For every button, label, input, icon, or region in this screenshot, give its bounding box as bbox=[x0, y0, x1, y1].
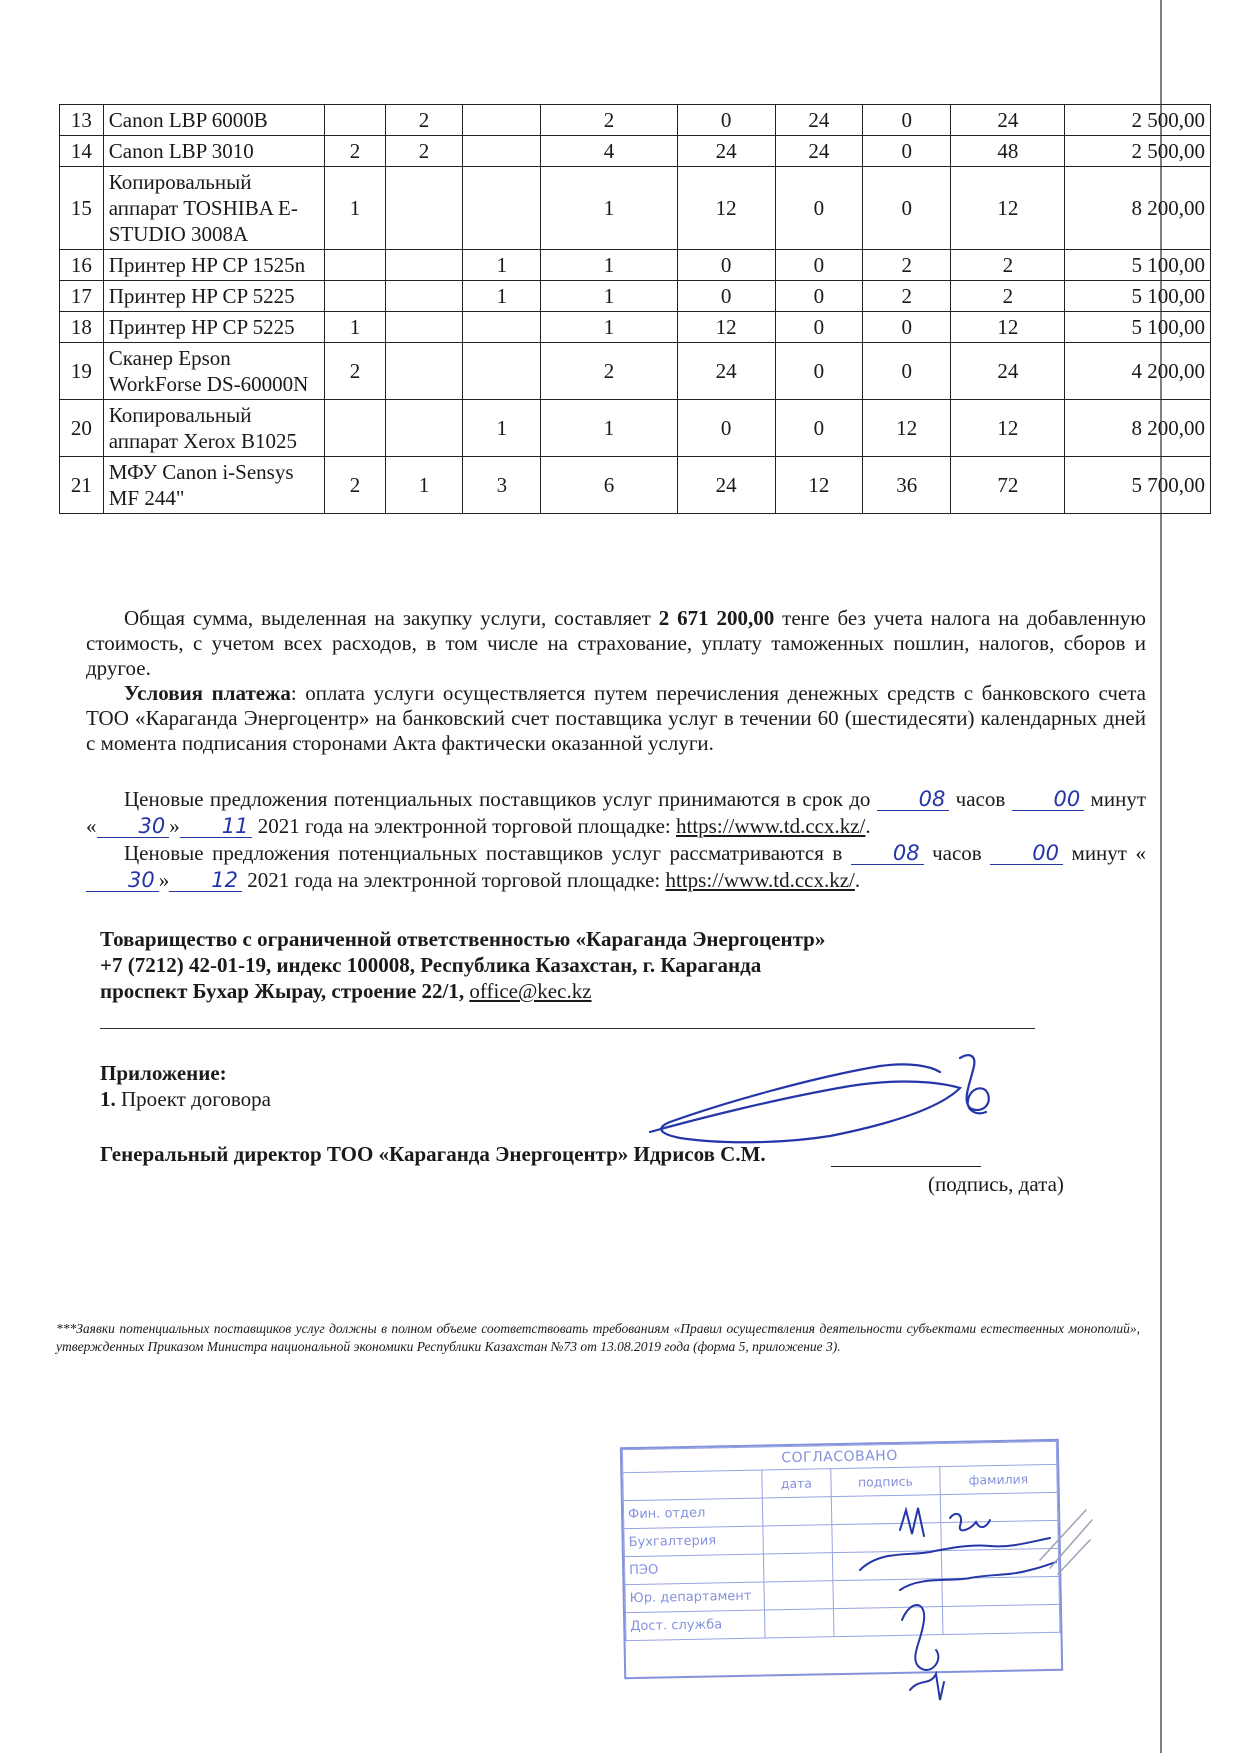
table-cell-a: 1 bbox=[325, 312, 385, 343]
table-cell-g: 0 bbox=[863, 343, 951, 400]
table-cell-d: 1 bbox=[541, 250, 678, 281]
table-cell-g: 0 bbox=[863, 105, 951, 136]
table-cell-e: 0 bbox=[677, 250, 775, 281]
payment-label: Условия платежа bbox=[124, 681, 291, 705]
table-cell-h: 24 bbox=[951, 343, 1065, 400]
review-text-5: 2021 года на электронной торговой площадке: bbox=[241, 868, 666, 892]
table-cell-d: 6 bbox=[541, 457, 678, 514]
table-cell-c: 1 bbox=[463, 400, 541, 457]
table-cell-e: 0 bbox=[677, 105, 775, 136]
review-minute: 00 bbox=[990, 842, 1063, 865]
table-row bbox=[60, 136, 1211, 167]
total-text-before: Общая сумма, выделенная на закупку услуги, составляет bbox=[124, 606, 659, 630]
stamp-row-label: Фин. отдел bbox=[623, 1498, 763, 1529]
table-cell-n: 19 bbox=[60, 343, 104, 400]
table-cell-name: Принтер HP CP 1525n bbox=[103, 250, 325, 281]
table-cell-f: 0 bbox=[775, 343, 863, 400]
table-cell-h: 2 bbox=[951, 250, 1065, 281]
equipment-table bbox=[59, 104, 1211, 514]
table-cell-b bbox=[385, 281, 463, 312]
table-cell-b bbox=[385, 343, 463, 400]
table-cell-g: 2 bbox=[863, 281, 951, 312]
table-cell-name: Принтер HP CP 5225 bbox=[103, 281, 325, 312]
table-row bbox=[60, 167, 1211, 250]
accept-paragraph bbox=[86, 786, 1146, 840]
table-cell-n: 16 bbox=[60, 250, 104, 281]
footnote: ***Заявки потенциальных поставщиков услуг должны в полном объеме соответствовать требованиям «Правил осуществления деятельности субъектами естественных монополий», утвержденных Приказом Министра национальной экономики Республики Казахстан №73 от 13.08.2019 года (форма 5, приложение 3). bbox=[56, 1321, 1140, 1354]
table-cell-d: 4 bbox=[541, 136, 678, 167]
review-text-3: минут « bbox=[1063, 841, 1146, 865]
review-text-1: Ценовые предложения потенциальных поставщиков услуг рассматриваются в bbox=[124, 841, 851, 865]
table-row bbox=[60, 281, 1211, 312]
table-cell-a bbox=[325, 400, 385, 457]
table-cell-a: 2 bbox=[325, 136, 385, 167]
table-cell-a: 2 bbox=[325, 343, 385, 400]
table-cell-b: 2 bbox=[385, 105, 463, 136]
review-text-4: » bbox=[158, 868, 170, 892]
table-cell-h: 72 bbox=[951, 457, 1065, 514]
table-row bbox=[60, 105, 1211, 136]
org-email-link[interactable]: office@kec.kz bbox=[469, 979, 592, 1003]
table-row bbox=[60, 250, 1211, 281]
table-cell-name: Canon LBP 6000B bbox=[103, 105, 325, 136]
table-cell-price: 8 200,00 bbox=[1065, 167, 1211, 250]
table-cell-h: 2 bbox=[951, 281, 1065, 312]
table-cell-price: 5 700,00 bbox=[1065, 457, 1211, 514]
review-month: 12 bbox=[169, 869, 242, 892]
table-cell-e: 24 bbox=[677, 343, 775, 400]
attachment-block bbox=[100, 1060, 500, 1112]
review-text-2: часов bbox=[923, 841, 991, 865]
table-row bbox=[60, 343, 1211, 400]
table-cell-c bbox=[463, 167, 541, 250]
table-cell-price: 8 200,00 bbox=[1065, 400, 1211, 457]
table-cell-b bbox=[385, 167, 463, 250]
table-cell-n: 14 bbox=[60, 136, 104, 167]
attachment-item-text: Проект договора bbox=[115, 1087, 271, 1111]
table-row bbox=[60, 457, 1211, 514]
table-cell-h: 12 bbox=[951, 167, 1065, 250]
table-cell-name: Canon LBP 3010 bbox=[103, 136, 325, 167]
table-cell-b bbox=[385, 312, 463, 343]
table-cell-e: 24 bbox=[677, 457, 775, 514]
org-address-text: проспект Бухар Жырау, строение 22/1, bbox=[100, 979, 470, 1003]
table-cell-d: 1 bbox=[541, 312, 678, 343]
table-cell-b bbox=[385, 400, 463, 457]
total-paragraph bbox=[86, 606, 1146, 681]
signature-caption: (подпись, дата) bbox=[928, 1172, 1064, 1196]
table-cell-f: 0 bbox=[775, 281, 863, 312]
table-cell-h: 12 bbox=[951, 400, 1065, 457]
director-signature bbox=[640, 1048, 1030, 1170]
table-cell-price: 2 500,00 bbox=[1065, 136, 1211, 167]
accept-text-3: минут « bbox=[86, 787, 1146, 838]
table-cell-f: 0 bbox=[775, 250, 863, 281]
table-cell-n: 21 bbox=[60, 457, 104, 514]
accept-day: 30 bbox=[97, 815, 170, 838]
table-cell-h: 48 bbox=[951, 136, 1065, 167]
table-cell-g: 0 bbox=[863, 167, 951, 250]
table-cell-c: 1 bbox=[463, 281, 541, 312]
table-cell-c bbox=[463, 343, 541, 400]
table-cell-e: 0 bbox=[677, 281, 775, 312]
table-cell-a bbox=[325, 281, 385, 312]
table-cell-price: 5 100,00 bbox=[1065, 312, 1211, 343]
table-cell-a: 1 bbox=[325, 167, 385, 250]
table-cell-h: 24 bbox=[951, 105, 1065, 136]
table-cell-name: Копировальный аппарат Xerox B1025 bbox=[103, 400, 325, 457]
table-cell-price: 5 100,00 bbox=[1065, 250, 1211, 281]
table-cell-d: 1 bbox=[541, 400, 678, 457]
table-cell-n: 20 bbox=[60, 400, 104, 457]
table-cell-d: 1 bbox=[541, 167, 678, 250]
table-cell-name: Принтер HP CP 5225 bbox=[103, 312, 325, 343]
stamp-header-surname: фамилия bbox=[940, 1464, 1058, 1494]
table-cell-e: 0 bbox=[677, 400, 775, 457]
review-hour: 08 bbox=[851, 842, 924, 865]
accept-text-6: . bbox=[865, 814, 871, 838]
table-cell-n: 13 bbox=[60, 105, 104, 136]
attachment-item-number: 1. bbox=[100, 1087, 116, 1111]
table-cell-a bbox=[325, 250, 385, 281]
table-cell-price: 2 500,00 bbox=[1065, 105, 1211, 136]
table-cell-n: 15 bbox=[60, 167, 104, 250]
table-cell-a bbox=[325, 105, 385, 136]
total-amount: 2 671 200,00 bbox=[658, 606, 775, 630]
stamp-row-label: Бухгалтерия bbox=[624, 1526, 764, 1557]
table-cell-f: 24 bbox=[775, 136, 863, 167]
table-cell-g: 0 bbox=[863, 136, 951, 167]
table-row bbox=[60, 400, 1211, 457]
table-row bbox=[60, 312, 1211, 343]
review-day: 30 bbox=[86, 869, 159, 892]
table-cell-n: 18 bbox=[60, 312, 104, 343]
table-cell-b bbox=[385, 250, 463, 281]
accept-month: 11 bbox=[180, 815, 253, 838]
table-cell-price: 4 200,00 bbox=[1065, 343, 1211, 400]
table-cell-c: 1 bbox=[463, 250, 541, 281]
table-cell-g: 36 bbox=[863, 457, 951, 514]
table-cell-b: 1 bbox=[385, 457, 463, 514]
table-cell-d: 2 bbox=[541, 343, 678, 400]
stamp-title: СОГЛАСОВАНО bbox=[622, 1441, 1056, 1472]
table-cell-name: Сканер Epson WorkForse DS-60000N bbox=[103, 343, 325, 400]
table-cell-name: Копировальный аппарат TOSHIBA E-STUDIO 3008A bbox=[103, 167, 325, 250]
accept-text-1: Ценовые предложения потенциальных поставщиков услуг принимаются в срок до bbox=[124, 787, 877, 811]
payment-paragraph bbox=[86, 681, 1146, 756]
table-cell-d: 1 bbox=[541, 281, 678, 312]
stamp-signatures bbox=[840, 1490, 1100, 1720]
org-contacts: +7 (7212) 42-01-19, индекс 100008, Республика Казахстан, г. Караганда bbox=[100, 953, 762, 977]
table-cell-f: 12 bbox=[775, 457, 863, 514]
attachment-title: Приложение: bbox=[100, 1061, 227, 1085]
org-name: Товарищество с ограниченной ответственностью «Караганда Энергоцентр» bbox=[100, 927, 826, 951]
table-cell-price: 5 100,00 bbox=[1065, 281, 1211, 312]
stamp-header-date: дата bbox=[762, 1469, 831, 1498]
payment-text: : оплата услуги осуществляется путем перечисления денежных средств с банковского счета ТОО «Караганда Энергоцентр» на банковский счет поставщика услуг в течении 60 (шестидесяти) календарных дней с момента подписания сторонами Акта фактически оказанной услуги. bbox=[86, 681, 1146, 755]
accept-text-2: часов bbox=[949, 787, 1012, 811]
table-cell-h: 12 bbox=[951, 312, 1065, 343]
table-cell-c bbox=[463, 105, 541, 136]
table-cell-f: 0 bbox=[775, 312, 863, 343]
divider-line bbox=[100, 1028, 1035, 1029]
accept-text-5: 2021 года на электронной торговой площадке: bbox=[252, 814, 677, 838]
table-cell-g: 0 bbox=[863, 312, 951, 343]
review-text-6: . bbox=[854, 868, 861, 892]
accept-hour: 08 bbox=[877, 788, 950, 811]
review-platform-link[interactable]: https://www.td.ccx.kz/ bbox=[665, 868, 855, 892]
table-cell-e: 12 bbox=[677, 167, 775, 250]
stamp-row-label: Юр. департамент bbox=[625, 1582, 765, 1613]
table-cell-e: 12 bbox=[677, 312, 775, 343]
table-cell-name: МФУ Canon i-Sensys MF 244" bbox=[103, 457, 325, 514]
table-cell-g: 2 bbox=[863, 250, 951, 281]
stamp-header-signature: подпись bbox=[830, 1467, 940, 1497]
table-cell-a: 2 bbox=[325, 457, 385, 514]
organization-block bbox=[100, 926, 920, 1004]
stamp-row-label: Дост. служба bbox=[625, 1610, 765, 1641]
table-cell-f: 0 bbox=[775, 400, 863, 457]
table-cell-n: 17 bbox=[60, 281, 104, 312]
table-cell-f: 0 bbox=[775, 167, 863, 250]
table-cell-c: 3 bbox=[463, 457, 541, 514]
director-title: Генеральный директор ТОО «Караганда Энергоцентр» Идрисов С.М. bbox=[100, 1142, 766, 1166]
table-cell-e: 24 bbox=[677, 136, 775, 167]
accept-minute: 00 bbox=[1012, 788, 1085, 811]
total-text-after: тенге без учета налога на добавленную стоимость, с учетом всех расходов, в том числе на страхование, уплату таможенных пошлин, налогов, сборов и другое. bbox=[86, 606, 1146, 680]
review-paragraph bbox=[86, 840, 1146, 894]
table-cell-f: 24 bbox=[775, 105, 863, 136]
org-address bbox=[100, 978, 920, 1004]
accept-platform-link[interactable]: https://www.td.ccx.kz/ bbox=[676, 814, 866, 838]
table-cell-c bbox=[463, 136, 541, 167]
stamp-row-label: ПЭО bbox=[624, 1554, 764, 1585]
accept-text-4: » bbox=[169, 814, 180, 838]
table-cell-c bbox=[463, 312, 541, 343]
table-cell-b: 2 bbox=[385, 136, 463, 167]
table-cell-g: 12 bbox=[863, 400, 951, 457]
table-cell-d: 2 bbox=[541, 105, 678, 136]
